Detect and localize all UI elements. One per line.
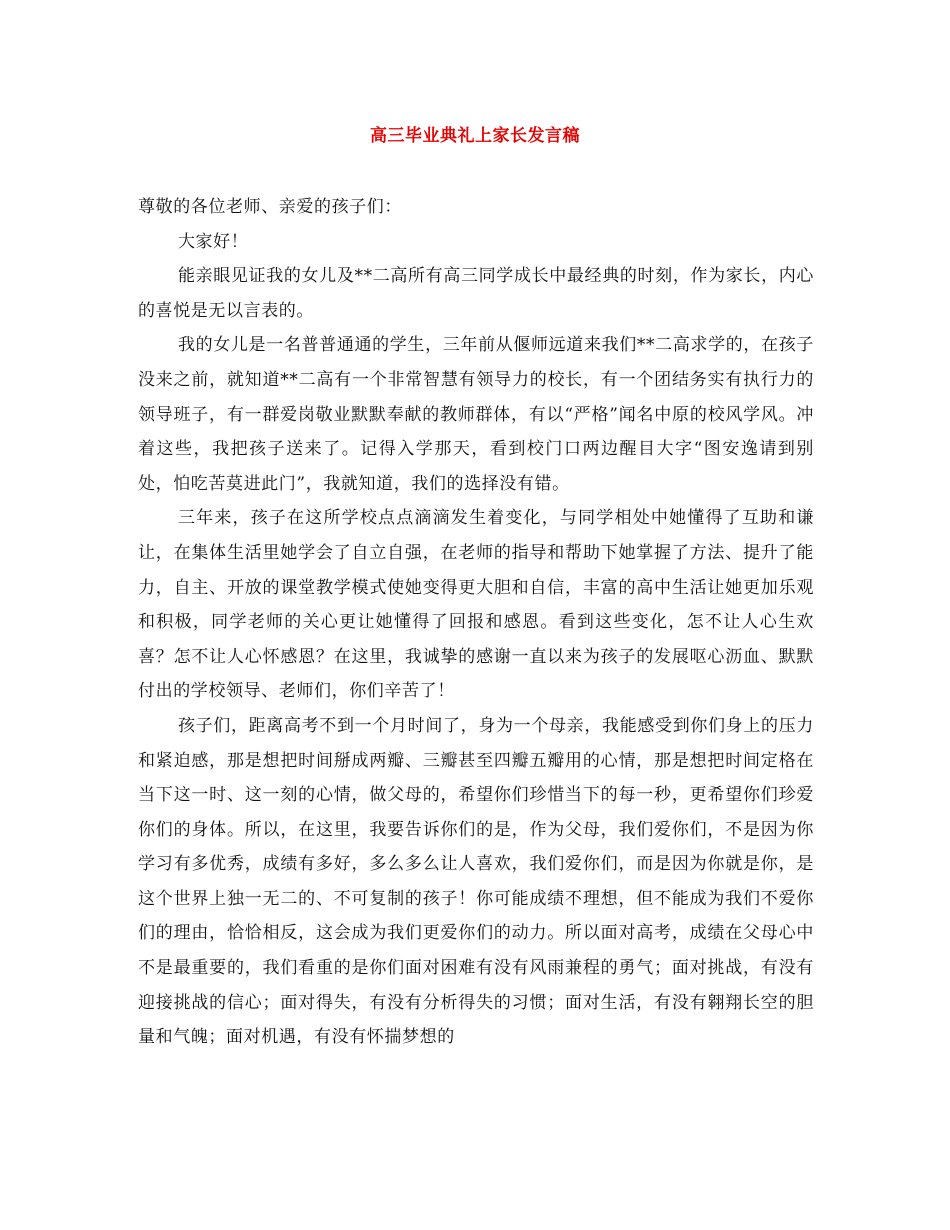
paragraph-greeting: 大家好！ xyxy=(177,231,249,252)
paragraph-three-years: 三年来，孩子在这所学校点点滴滴发生着变化，与同学相处中她懂得了互助和谦让，在集体生活里她学会了自立自强，在老师的指导和帮助下她掌握了方法、提升了能力，自主、开放的课堂教学模式使她变得更大胆和自信，丰富的高中生活让她更加乐观和积极，同学老师的关心更让她懂得了回报和感恩。看到这些变化，怎不让人心生欢喜？怎不让人心怀感恩？在这里，我诚挚的感谢一直以来为孩子的发展呕心沥血、默默付出的学校领导、老师们，你们辛苦了！ xyxy=(138,508,814,702)
paragraph-school-choice: 我的女儿是一名普普通通的学生，三年前从偃师远道来我们**二高求学的，在孩子没来之前，就知道**二高有一个非常智慧有领导力的校长，有一个团结务实有执行力的领导班子，有一群爱岗敬业默默奉献的教师群体，有以“严格”闻名中原的校风学风。冲着这些，我把孩子送来了。记得入学那天，看到校门口两边醒目大字“图安逸请到别处，怕吃苦莫进此门”，我就知道，我们的选择没有错。 xyxy=(138,335,814,494)
salutation: 尊敬的各位老师、亲爱的孩子们： xyxy=(138,197,402,217)
document-body xyxy=(138,190,814,1055)
paragraph-witness: 能亲眼见证我的女儿及**二高所有高三同学成长中最经典的时刻，作为家长，内心的喜悦是无以言表的。 xyxy=(138,266,814,321)
document-title: 高三毕业典礼上家长发言稿 xyxy=(370,126,580,146)
paragraph-to-children: 孩子们，距离高考不到一个月时间了，身为一个母亲，我能感受到你们身上的压力和紧迫感，那是想把时间掰成两瓣、三瓣甚至四瓣五瓣用的心情，那是想把时间定格在当下这一时、这一刻的心情，做父母的，希望你们珍惜当下的每一秒，更希望你们珍爱你们的身体。所以，在这里，我要告诉你们的是，作为父母，我们爱你们，不是因为你学习有多优秀，成绩有多好，多么多么让人喜欢，我们爱你们，而是因为你就是你，是这个世界上独一无二的、不可复制的孩子！你可能成绩不理想，但不能成为我们不爱你们的理由，恰恰相反，这会成为我们更爱你们的动力。所以面对高考，成绩在父母心中不是最重要的，我们看重的是你们面对困难有没有风雨兼程的勇气；面对挑战，有没有迎接挑战的信心；面对得失，有没有分析得失的习惯；面对生活，有没有翱翔长空的胆量和气魄；面对机遇，有没有怀揣梦想的 xyxy=(138,715,814,1048)
